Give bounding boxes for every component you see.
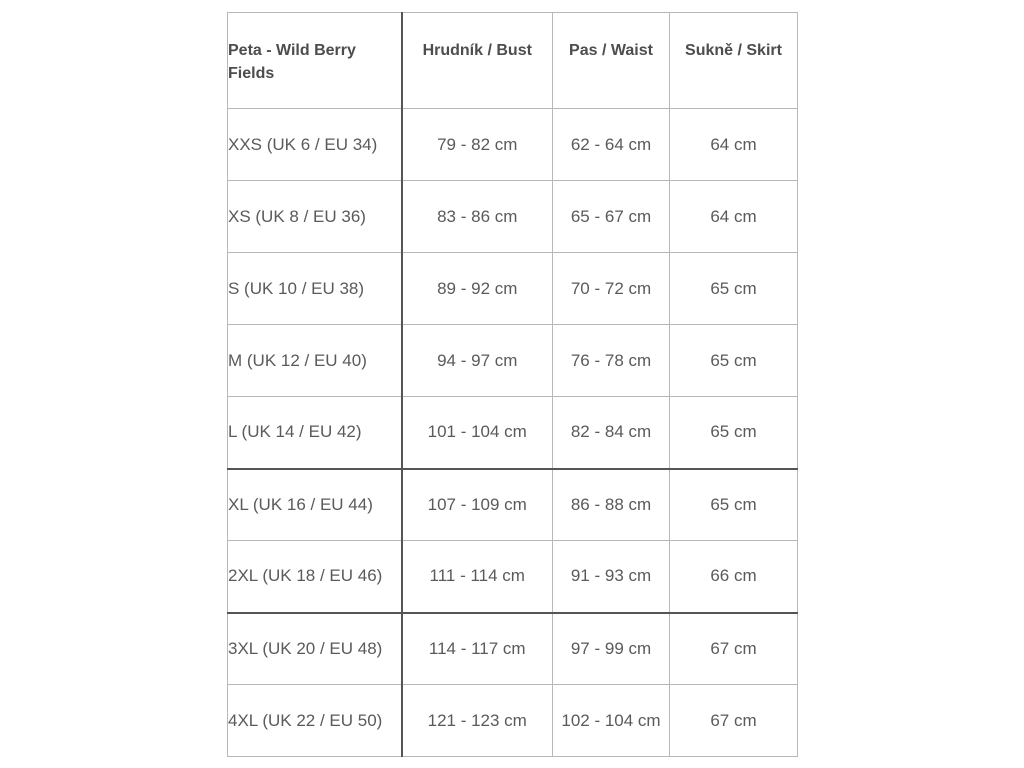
header-skirt: Sukně / Skirt (670, 13, 798, 109)
waist-cell: 62 - 64 cm (553, 109, 670, 181)
table-row (228, 613, 798, 685)
waist-cell: 86 - 88 cm (553, 469, 670, 541)
bust-cell: 114 - 117 cm (402, 613, 553, 685)
table-row (228, 541, 798, 613)
skirt-cell: 67 cm (670, 685, 798, 757)
bust-cell: 121 - 123 cm (402, 685, 553, 757)
table-row (228, 109, 798, 181)
waist-cell: 65 - 67 cm (553, 181, 670, 253)
bust-cell: 79 - 82 cm (402, 109, 553, 181)
skirt-cell: 65 cm (670, 325, 798, 397)
size-chart-table (227, 12, 798, 757)
bust-cell: 89 - 92 cm (402, 253, 553, 325)
table-row (228, 685, 798, 757)
header-product-name: Peta - Wild Berry Fields (228, 13, 402, 109)
waist-cell: 82 - 84 cm (553, 397, 670, 469)
table-row (228, 253, 798, 325)
bust-cell: 83 - 86 cm (402, 181, 553, 253)
bust-cell: 94 - 97 cm (402, 325, 553, 397)
header-bust: Hrudník / Bust (402, 13, 553, 109)
waist-cell: 70 - 72 cm (553, 253, 670, 325)
bust-cell: 107 - 109 cm (402, 469, 553, 541)
size-cell: 4XL (UK 22 / EU 50) (228, 685, 402, 757)
waist-cell: 102 - 104 cm (553, 685, 670, 757)
table-row (228, 181, 798, 253)
size-cell: 3XL (UK 20 / EU 48) (228, 613, 402, 685)
waist-cell: 97 - 99 cm (553, 613, 670, 685)
table-row (228, 325, 798, 397)
size-cell: XL (UK 16 / EU 44) (228, 469, 402, 541)
size-cell: M (UK 12 / EU 40) (228, 325, 402, 397)
skirt-cell: 65 cm (670, 253, 798, 325)
size-cell: L (UK 14 / EU 42) (228, 397, 402, 469)
waist-cell: 91 - 93 cm (553, 541, 670, 613)
table-row (228, 397, 798, 469)
size-cell: S (UK 10 / EU 38) (228, 253, 402, 325)
bust-cell: 111 - 114 cm (402, 541, 553, 613)
skirt-cell: 66 cm (670, 541, 798, 613)
header-waist: Pas / Waist (553, 13, 670, 109)
size-cell: XXS (UK 6 / EU 34) (228, 109, 402, 181)
bust-cell: 101 - 104 cm (402, 397, 553, 469)
size-cell: XS (UK 8 / EU 36) (228, 181, 402, 253)
skirt-cell: 65 cm (670, 397, 798, 469)
waist-cell: 76 - 78 cm (553, 325, 670, 397)
table-row (228, 469, 798, 541)
header-row (228, 13, 798, 109)
size-cell: 2XL (UK 18 / EU 46) (228, 541, 402, 613)
skirt-cell: 65 cm (670, 469, 798, 541)
skirt-cell: 64 cm (670, 109, 798, 181)
skirt-cell: 64 cm (670, 181, 798, 253)
skirt-cell: 67 cm (670, 613, 798, 685)
